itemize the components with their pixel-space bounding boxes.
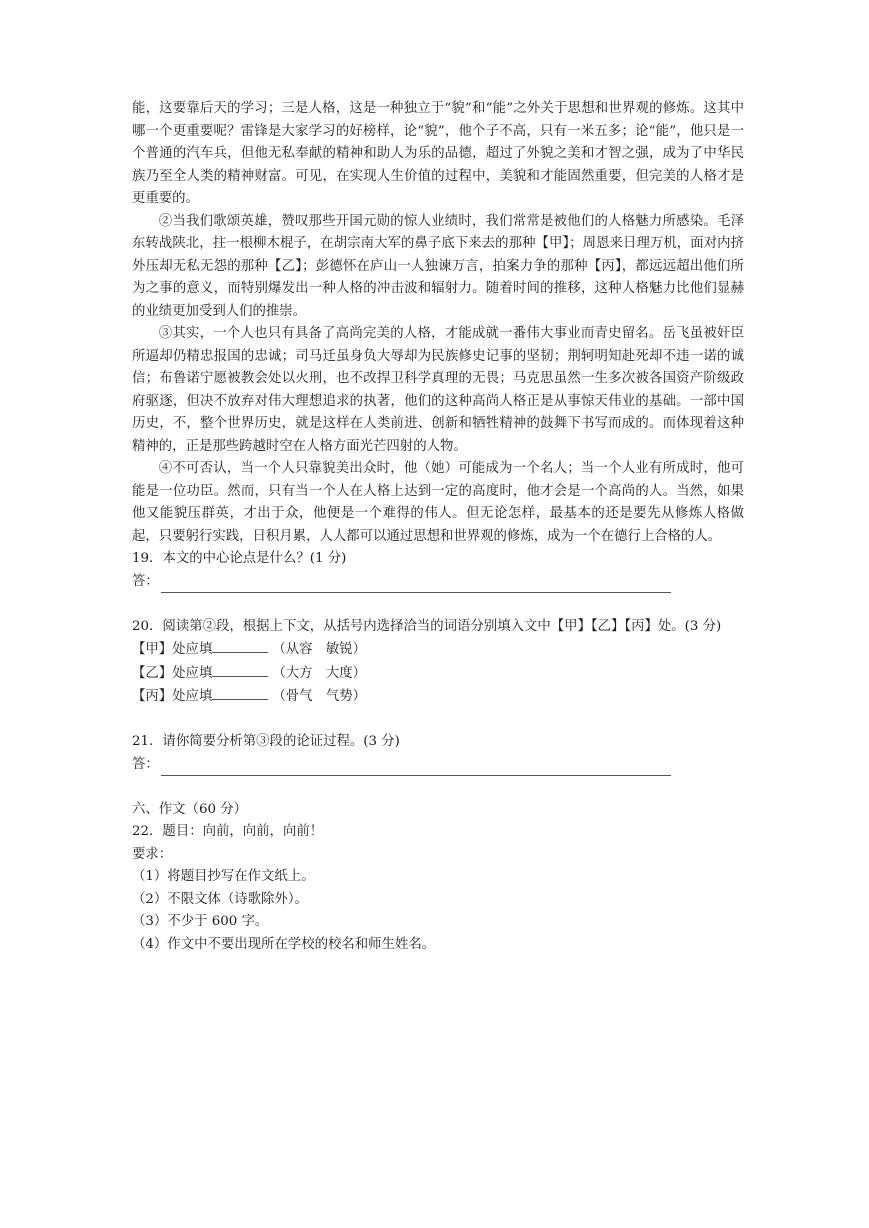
fill-item-jia: 【甲】处应填 （从容 敏锐） <box>132 638 744 662</box>
fill-item-yi: 【乙】处应填 （大方 大度） <box>132 662 744 686</box>
fill-blank[interactable] <box>212 685 268 700</box>
question-22: 22．题目：向前，向前，向前！ <box>132 824 324 839</box>
paragraph-2: ②当我们歌颂英雄，赞叹那些开国元勋的惊人业绩时，我们常常是被他们的人格魅力所感染。毛泽东转战陕北，拄一根柳木棍子，在胡宗南大军的鼻子底下来去的那种【甲】；周恩来日理万机，面对内挤外压却无私无怨的那种【乙】；彭德怀在庐山一人独谏万言，拍案力争的那种【丙】，都远远超出他们所为之事的意义，而特别爆发出一种人格的冲击波和辐射力。随着时间的推移，这种人格魅力比他们显赫的业绩更加受到人们的推崇。 <box>132 213 744 319</box>
question-20: 20．阅读第②段，根据上下文，从括号内选择洽当的词语分别填入文中【甲】【乙】【丙】处。(3 分) <box>132 618 722 634</box>
paragraph-1: 能，这要靠后天的学习；三是人格，这是一种独立于“貌”和“能”之外关于思想和世界观的修炼。这其中哪一个更重要呢？雷锋是大家学习的好榜样，论“貌”，他个子不高，只有一米五多；论“能”，他只是一个普通的汽车兵，但他无私奉献的精神和助人为乐的品德，超过了外貌之美和才智之强，成为了中华民族乃至全人类的精神财富。可见，在实现人生价值的过程中，美貌和才能固然重要，但完美的人格才是更重要的。 <box>132 101 744 206</box>
fill-blank[interactable] <box>212 662 268 677</box>
question-19: 19．本文的中心论点是什么？(1 分) <box>132 551 347 566</box>
requirement-2: （2）不限文体（诗歌除外）。 <box>132 891 308 907</box>
requirement-4: （4）作文中不要出现所在学校的校名和师生姓名。 <box>132 936 436 952</box>
fill-blank[interactable] <box>212 638 268 653</box>
fill-item-bing: 【丙】处应填 （骨气 气势） <box>132 685 744 709</box>
answer-line[interactable] <box>161 577 671 593</box>
answer-label: 答： <box>132 573 159 589</box>
question-21: 21．请你简要分析第③段的论证过程。(3 分) <box>132 734 400 749</box>
answer-21 <box>132 754 744 777</box>
requirements-label: 要求： <box>132 846 173 862</box>
answer-line[interactable] <box>161 760 671 776</box>
paragraph-4: ④不可否认，当一个人只靠貌美出众时，他（她）可能成为一个名人；当一个人业有所成时，他可能是一位功臣。然而，只有当一个人在人格上达到一定的高度时，他才会是一个高尚的人。当然，如果他又能貌压群英，才出于众，他便是一个难得的伟人。但无论怎样，最基本的还是要先从修炼人格做起，只要躬行实践，日积月累，人人都可以通过思想和世界观的修炼，成为一个在德行上合格的人。 <box>132 461 744 544</box>
exam-page <box>132 98 744 956</box>
paragraph-3: ③其实，一个人也只有具备了高尚完美的人格，才能成就一番伟大事业而青史留名。岳飞虽被奸臣所逼却仍精忠报国的忠诚；司马迁虽身负大辱却为民族修史记事的坚韧；荆轲明知赴死却不违一诺的诚信；布鲁诺宁愿被教会处以火刑，也不改捍卫科学真理的无畏；马克思虽然一生多次被各国资产阶级政府驱逐，但决不放弃对伟大理想追求的执著，他们的这种高尚人格正是从事惊天伟业的基础。一部中国历史，不，整个世界历史，就是这样在人类前进、创新和牺牲精神的鼓舞下书写而成的。而体现着这种精神的，正是那些跨越时空在人格方面光芒四射的人物。 <box>132 326 744 454</box>
section-6-heading: 六、作文（60 分） <box>132 801 248 817</box>
answer-label: 答： <box>132 756 159 772</box>
requirement-1: （1）将题目抄写在作文纸上。 <box>132 869 315 884</box>
requirement-3: （3）不少于 600 字。 <box>132 914 269 929</box>
answer-19 <box>132 571 744 594</box>
